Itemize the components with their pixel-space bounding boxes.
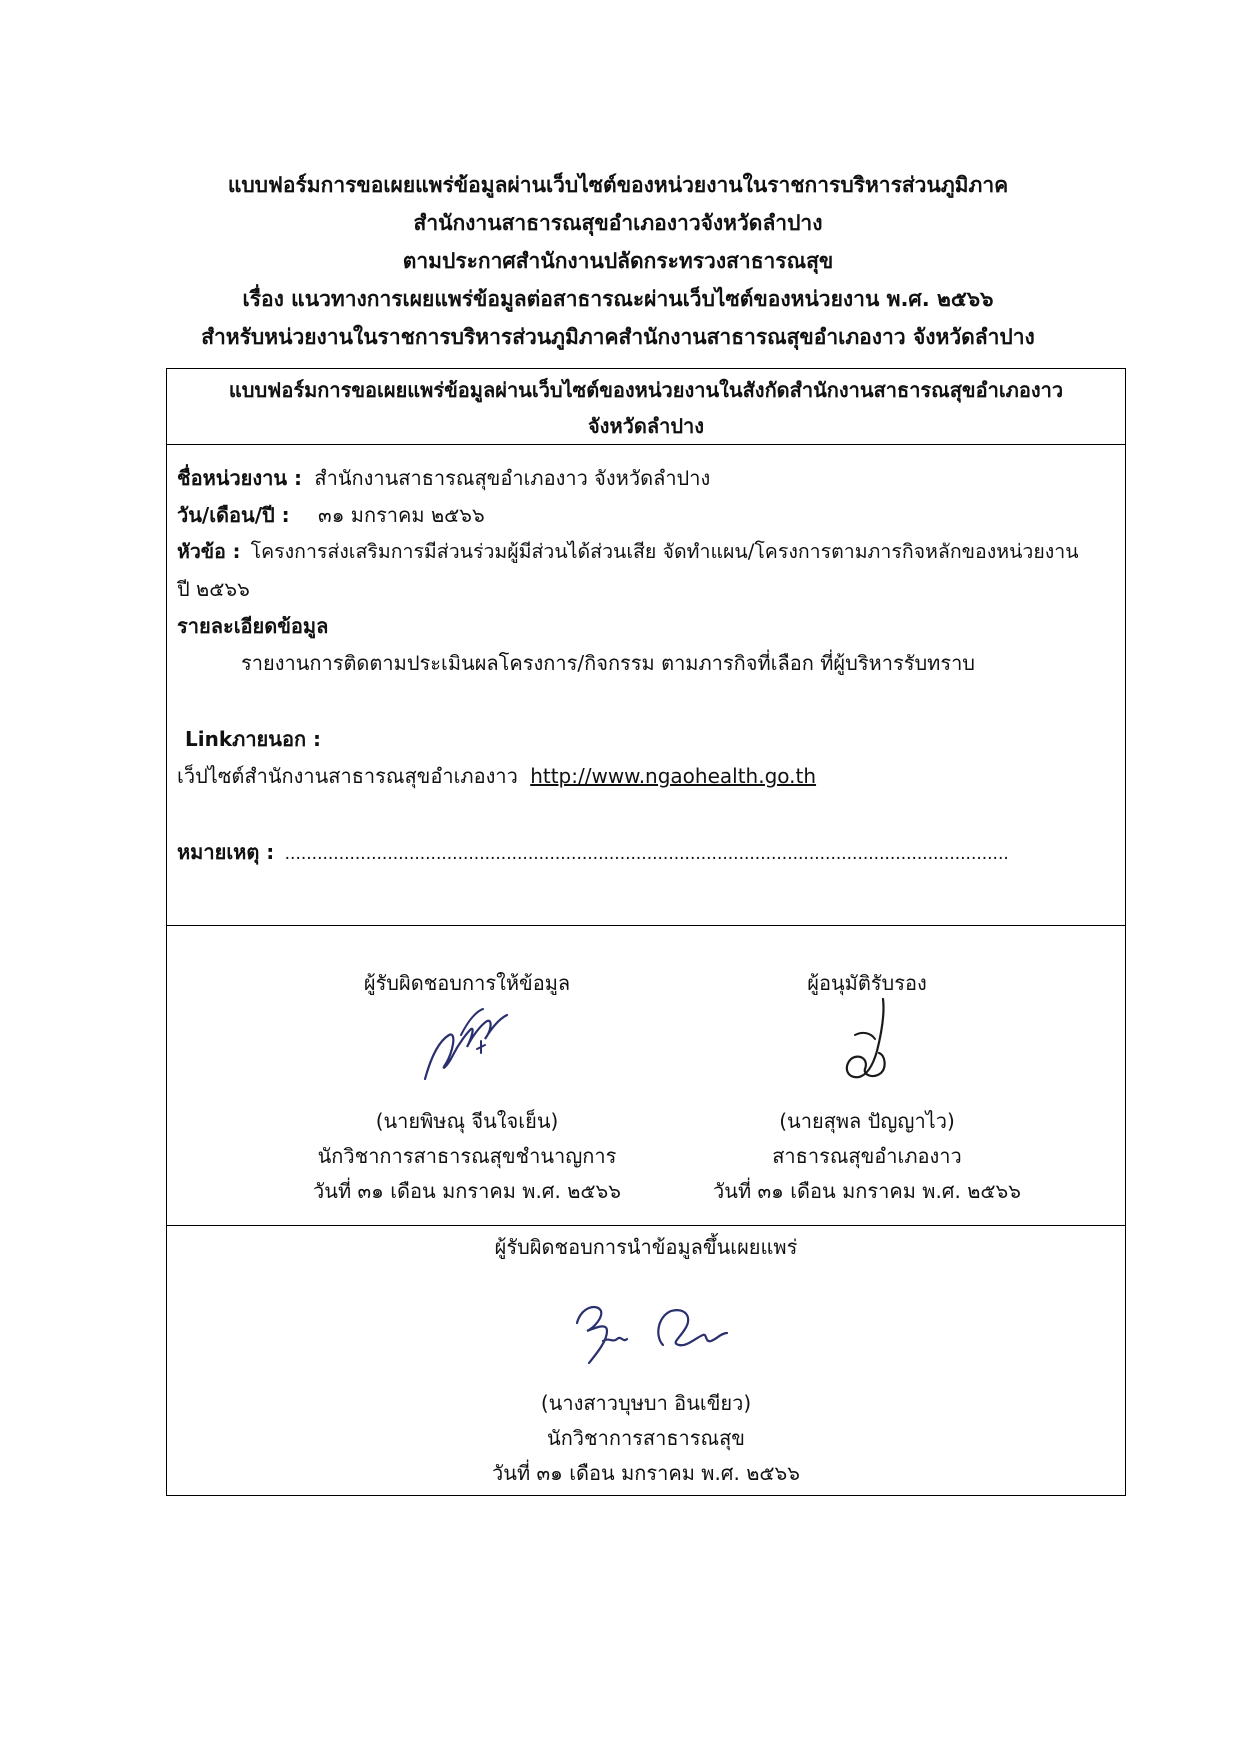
note-label: หมายเหตุ : [177,840,275,864]
agency-label: ชื่อหน่วยงาน : [177,466,303,490]
external-link-prefix: เว็ปไซต์สำนักงานสาธารณสุขอำเภองาว [177,764,518,788]
topic-label: หัวข้อ : [177,540,241,563]
header-line-1: แบบฟอร์มการขอเผยแพร่ข้อมูลผ่านเว็บไซต์ของหน่วยงานในราชการบริหารส่วนภูมิภาค [227,173,1009,197]
form-title-line-1: แบบฟอร์มการขอเผยแพร่ข้อมูลผ่านเว็บไซต์ของหน่วยงานในสังกัดสำนักงานสาธารณสุขอำเภองาว [228,378,1064,402]
header-line-5: สำหรับหน่วยงานในราชการบริหารส่วนภูมิภาคสำนักงานสาธารณสุขอำเภองาว จังหวัดลำปาง [201,325,1035,349]
topic-value-line-2: ปี ๒๕๖๖ [177,577,250,601]
date-row [177,499,485,531]
agency-value: สำนักงานสาธารณสุขอำเภองาว จังหวัดลำปาง [314,466,711,490]
page-header [150,166,1086,356]
info-section [167,444,1125,926]
request-form [166,368,1126,1496]
topic-value: โครงการส่งเสริมการมีส่วนร่วมผู้มีส่วนได้ส่วนเสีย จัดทำแผน/โครงการตามภารกิจหลักของหน่วยงาน [250,540,1079,563]
responsible-name: (นายพิษณุ จีนใจเย็น) [375,1109,559,1133]
topic-row [177,536,1079,567]
header-line-3: ตามประกาศสำนักงานปลัดกระทรวงสาธารณสุข [402,249,834,273]
publisher-role: ผู้รับผิดชอบการนำข้อมูลขึ้นเผยแพร่ [494,1235,798,1259]
publisher-date: วันที่ ๓๑ เดือน มกราคม พ.ศ. ๒๕๖๖ [492,1461,800,1485]
publisher-signature [567,1297,737,1367]
detail-value: รายงานการติดตามประเมินผลโครงการ/กิจกรรม ตามภารกิจที่เลือก ที่ผู้บริหารรับทราบ [241,651,976,675]
form-title-line-2: จังหวัดลำปาง [587,414,705,438]
agency-row [177,462,710,494]
responsible-position: นักวิชาการสาธารณสุขชำนาญการ [317,1144,617,1168]
responsible-role: ผู้รับผิดชอบการให้ข้อมูล [363,971,571,995]
approver-name: (นายสุพล ปัญญาไว) [779,1109,955,1133]
responsible-date: วันที่ ๓๑ เดือน มกราคม พ.ศ. ๒๕๖๖ [313,1179,621,1203]
publisher-position: นักวิชาการสาธารณสุข [547,1426,745,1450]
approver-signature [833,995,903,1085]
external-link-label: Linkภายนอก : [185,727,322,751]
header-line-4: เรื่อง แนวทางการเผยแพร่ข้อมูลต่อสาธารณะผ่านเว็บไซต์ของหน่วยงาน พ.ศ. ๒๕๖๖ [242,287,994,311]
form-title [167,369,1125,445]
date-label: วัน/เดือน/ปี : [177,503,290,527]
publisher-name: (นางสาวบุษบา อินเขียว) [540,1391,752,1415]
approver-position: สาธารณสุขอำเภองาว [772,1144,962,1168]
header-line-2: สำนักงานสาธารณสุขอำเภองาวจังหวัดลำปาง [413,211,823,235]
external-link-url[interactable]: http://www.ngaohealth.go.th [530,764,817,788]
note-row [177,836,1009,868]
external-link-row [177,760,816,792]
responsible-signature [417,1005,517,1085]
signature-section [167,925,1125,1226]
approver-role: ผู้อนุมัติรับรอง [807,971,927,995]
approver-date: วันที่ ๓๑ เดือน มกราคม พ.ศ. ๒๕๖๖ [713,1179,1021,1203]
detail-label: รายละเอียดข้อมูล [177,614,329,638]
date-value: ๓๑ มกราคม ๒๕๖๖ [318,503,485,527]
note-value: ...................................................................................................................................... [284,844,1009,864]
publisher-section [167,1225,1125,1495]
